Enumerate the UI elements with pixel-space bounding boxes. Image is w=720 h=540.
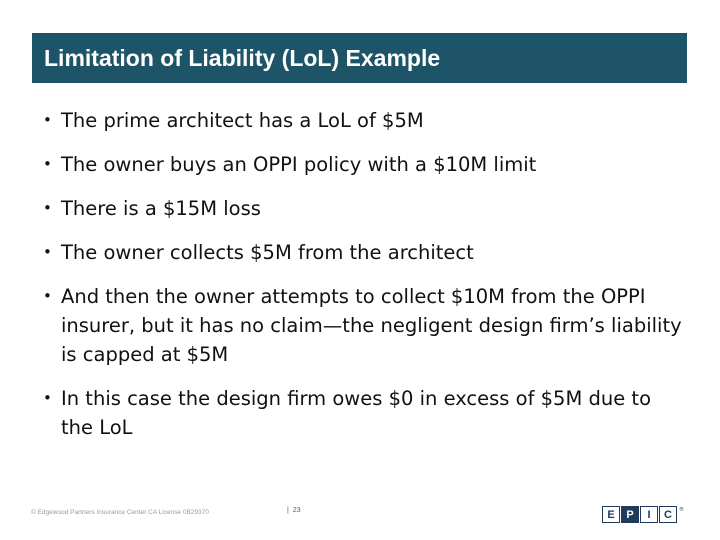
bullet-text: The owner collects $5M from the architect	[61, 241, 474, 264]
epic-logo	[602, 506, 684, 523]
bullet-dot: •	[43, 287, 52, 305]
logo-letter: E	[602, 506, 620, 523]
registered-mark: ®	[679, 507, 684, 513]
bullet-list	[42, 106, 682, 457]
bullet-item	[42, 150, 682, 179]
bullet-item	[42, 384, 682, 442]
bullet-dot: •	[43, 155, 52, 173]
bullet-text: In this case the design firm owes $0 in excess of $5M due to the LoL	[61, 387, 651, 439]
bullet-item	[42, 238, 682, 267]
footer-page-indicator	[287, 507, 301, 514]
footer-separator: |	[287, 507, 289, 514]
slide-title-bar	[32, 33, 687, 83]
page-number: 23	[292, 507, 301, 514]
logo-letter: P	[621, 506, 639, 523]
bullet-text: The prime architect has a LoL of $5M	[61, 109, 424, 132]
footer-copyright: © Edgewood Partners Insurance Center CA License 0B29370	[31, 509, 209, 516]
bullet-text: The owner buys an OPPI policy with a $10M limit	[61, 153, 537, 176]
logo-letter: I	[640, 506, 658, 523]
bullet-text: And then the owner attempts to collect $10M from the OPPI insurer, but it has no claim—the negligent design firm’s liability is capped at $5M	[61, 285, 682, 366]
bullet-item	[42, 106, 682, 135]
bullet-text: There is a $15M loss	[61, 197, 261, 220]
logo-letter: C	[659, 506, 677, 523]
bullet-item	[42, 282, 682, 369]
bullet-dot: •	[43, 199, 52, 217]
bullet-item	[42, 194, 682, 223]
bullet-dot: •	[43, 111, 52, 129]
slide-title: Limitation of Liability (LoL) Example	[44, 44, 441, 71]
bullet-dot: •	[43, 243, 52, 261]
bullet-dot: •	[43, 389, 52, 407]
